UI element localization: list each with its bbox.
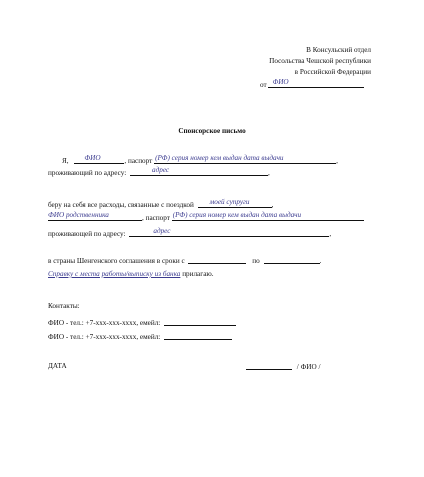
address-value: адрес xyxy=(152,166,170,174)
contact-2-text: ФИО - тел.: +7-ххх-ххх-хххх, емейл: xyxy=(48,333,161,341)
relative-address-blank xyxy=(129,227,332,238)
letter-title: Спонсорское письмо xyxy=(178,127,246,135)
attachment-suffix: прилагаю. xyxy=(182,270,214,278)
contact-line-1 xyxy=(48,318,236,328)
comma-4: , xyxy=(329,230,332,238)
ya-text: Я, xyxy=(62,157,69,165)
relative-address-value: адрес xyxy=(153,227,171,235)
comma-1: , xyxy=(336,157,338,165)
comma-3: , xyxy=(271,201,274,209)
po-text: по xyxy=(252,257,260,265)
period-dot: . xyxy=(319,257,322,265)
trip-person: моей супруги xyxy=(209,198,250,206)
passport-value: (РФ) серия номер кем выдан дата выдачи xyxy=(155,154,284,162)
sponsor-address-line xyxy=(48,168,270,178)
schengen-prefix: в страны Шенгенского соглашения в сроки с xyxy=(48,257,185,265)
recipient-line-3: в Российской Федерации xyxy=(294,68,371,76)
schengen-line xyxy=(48,256,321,266)
contacts-label: Контакты: xyxy=(48,302,80,310)
contact-1-text: ФИО - тел.: +7-ххх-ххх-хххх, емейл: xyxy=(48,319,161,327)
relative-blank xyxy=(48,213,142,221)
relative-passport-line xyxy=(48,213,364,223)
sender-line xyxy=(260,80,364,90)
relative-address-label: проживающей по адресу: xyxy=(48,230,126,238)
contact-1-email-blank xyxy=(164,318,236,326)
sponsor-passport-line xyxy=(62,156,338,166)
sponsor-fio-blank xyxy=(74,156,124,164)
sponsor-fio: ФИО xyxy=(84,154,101,162)
relative-passport-label: , паспорт xyxy=(142,214,170,222)
passport-label: , паспорт xyxy=(124,157,153,165)
date-from-blank xyxy=(188,256,246,264)
expenses-line xyxy=(48,200,273,210)
relative-passport-blank xyxy=(172,213,364,221)
expenses-label: беру на себя все расходы, связанные с поездкой xyxy=(48,201,194,209)
trip-person-blank xyxy=(198,200,272,208)
sender-fio: ФИО xyxy=(272,78,289,86)
sender-prefix: от xyxy=(260,81,267,89)
relative-passport-value: (РФ) серия номер кем выдан дата выдачи xyxy=(172,211,302,219)
address-blank xyxy=(130,168,268,176)
sender-blank xyxy=(268,80,364,88)
passport-blank xyxy=(154,156,336,164)
attachment-line xyxy=(48,270,214,279)
recipient-line-2: Посольства Чешской республики xyxy=(269,57,371,65)
signature-line xyxy=(246,362,320,372)
recipient-line-1: В Консульский отдел xyxy=(306,46,371,54)
comma-2: , xyxy=(268,169,270,177)
relative-fio: ФИО родственника xyxy=(48,211,109,219)
contact-2-email-blank xyxy=(164,332,232,340)
date-label: ДАТА xyxy=(48,362,67,370)
signature-fio: / ФИО / xyxy=(296,363,321,371)
address-label: проживающий по адресу: xyxy=(48,169,127,177)
relative-address-line xyxy=(48,229,331,239)
attachment-italic: Справку с места работы/выписку из банка xyxy=(48,270,181,278)
date-to-blank xyxy=(264,256,320,264)
signature-blank xyxy=(246,362,292,370)
contact-line-2 xyxy=(48,332,232,342)
